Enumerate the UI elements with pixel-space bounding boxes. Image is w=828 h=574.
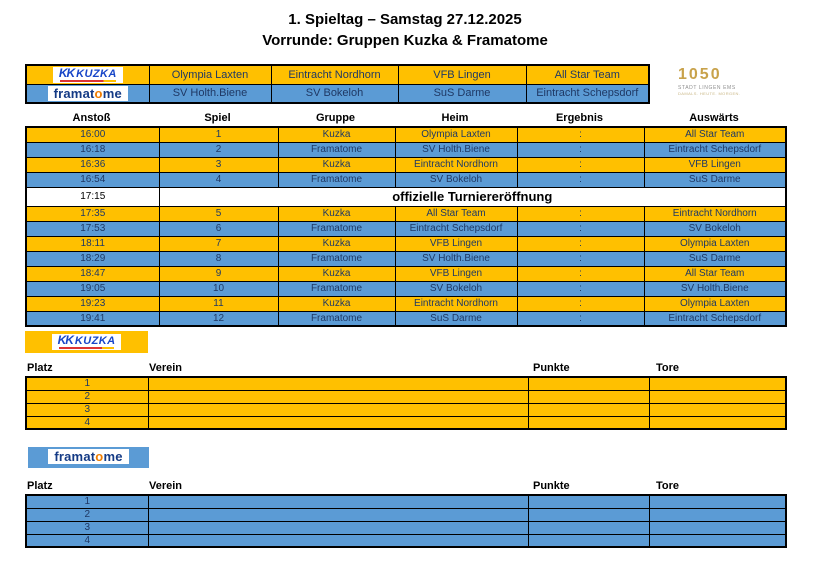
cell-verein: [148, 534, 528, 547]
cell-verein: [148, 377, 528, 390]
cell-home-team: SV Holth.Biene: [395, 142, 517, 157]
kuzka-group-row: [26, 65, 649, 84]
col-platz: Platz: [27, 362, 53, 374]
cell-match-number: 3: [159, 157, 278, 172]
cell-score: :: [517, 251, 644, 266]
cell-punkte: [528, 534, 649, 547]
cell-time: 18:29: [26, 251, 159, 266]
cell-tore: [649, 508, 786, 521]
cell-time: 17:15: [26, 187, 159, 206]
cell-away-team: SV Holth.Biene: [644, 281, 786, 296]
cell-away-team: Olympia Laxten: [644, 236, 786, 251]
cell-score: :: [517, 221, 644, 236]
cell-platz: 1: [26, 495, 148, 508]
cell-verein: [148, 403, 528, 416]
framatome-team: SuS Darme: [398, 84, 526, 103]
col-platz: Platz: [27, 480, 53, 492]
cell-tore: [649, 416, 786, 429]
cell-match-number: 5: [159, 206, 278, 221]
standings-row: [26, 377, 786, 390]
cell-away-team: Eintracht Nordhorn: [644, 206, 786, 221]
cell-time: 16:00: [26, 127, 159, 142]
col-verein: Verein: [149, 362, 183, 374]
cell-match-number: 6: [159, 221, 278, 236]
page-title: [25, 9, 785, 51]
framatome-standings-body: [26, 495, 786, 547]
standings-row: [26, 495, 786, 508]
opening-row: [26, 187, 786, 206]
cell-away-team: SuS Darme: [644, 251, 786, 266]
cell-score: :: [517, 157, 644, 172]
cell-time: 19:41: [26, 311, 159, 326]
cell-group: Framatome: [278, 142, 395, 157]
cell-tore: [649, 390, 786, 403]
cell-match-number: 9: [159, 266, 278, 281]
cell-home-team: VFB Lingen: [395, 236, 517, 251]
standings-row: [26, 416, 786, 429]
cell-score: :: [517, 296, 644, 311]
framatome-standings-headers: [25, 480, 785, 492]
cell-group: Kuzka: [278, 296, 395, 311]
cell-punkte: [528, 508, 649, 521]
cell-punkte: [528, 390, 649, 403]
kuzka-team: All Star Team: [526, 65, 649, 84]
cell-tore: [649, 521, 786, 534]
framatome-team: SV Holth.Biene: [149, 84, 271, 103]
framatome-group-row: [26, 84, 649, 103]
schedule-column-headers: [25, 112, 785, 124]
kuzka-logo-underline: [60, 80, 116, 82]
kuzka-logo-underline: [59, 347, 115, 349]
cell-punkte: [528, 521, 649, 534]
kuzka-logo-mark: KK: [58, 65, 75, 80]
standings-row: [26, 508, 786, 521]
cell-verein: [148, 390, 528, 403]
cell-group: Framatome: [278, 311, 395, 326]
col-anstoss: Anstoß: [72, 112, 111, 124]
cell-verein: [148, 416, 528, 429]
logo-slogan-text: DAMALS. HEUTE. MORGEN.: [678, 91, 741, 97]
match-row: [26, 311, 786, 326]
cell-match-number: 12: [159, 311, 278, 326]
cell-event: offizielle Turniereröffnung: [159, 187, 786, 206]
framatome-logo-text: framat: [53, 85, 95, 101]
framatome-team: Eintracht Schepsdorf: [526, 84, 649, 103]
match-row: [26, 157, 786, 172]
col-ergebnis: Ergebnis: [555, 112, 604, 124]
cell-group: Kuzka: [278, 127, 395, 142]
cell-home-team: SV Holth.Biene: [395, 251, 517, 266]
cell-home-team: Eintracht Schepsdorf: [395, 221, 517, 236]
cell-verein: [148, 495, 528, 508]
cell-away-team: All Star Team: [644, 266, 786, 281]
match-row: [26, 266, 786, 281]
match-row: [26, 281, 786, 296]
kuzka-logo-mark: KK: [57, 333, 73, 347]
col-tore: Tore: [656, 480, 680, 492]
kuzka-logo-box: [53, 67, 123, 83]
cell-group: Framatome: [278, 221, 395, 236]
cell-away-team: Eintracht Schepsdorf: [644, 142, 786, 157]
cell-away-team: SuS Darme: [644, 172, 786, 187]
framatome-section-logo: [28, 447, 149, 468]
cell-verein: [148, 521, 528, 534]
logo-1050-text: 1050: [678, 66, 722, 83]
kuzka-team: VFB Lingen: [398, 65, 526, 84]
cell-score: :: [517, 236, 644, 251]
schedule-body: [26, 127, 786, 326]
schedule-table: [25, 126, 787, 327]
cell-platz: 2: [26, 508, 148, 521]
match-row: [26, 251, 786, 266]
cell-platz: 3: [26, 521, 148, 534]
kuzka-logo-text: KUZKA: [76, 67, 117, 80]
kuzka-standings-body: [26, 377, 786, 429]
cell-match-number: 2: [159, 142, 278, 157]
title-line-1: 1. Spieltag – Samstag 27.12.2025: [288, 11, 522, 28]
cell-time: 16:36: [26, 157, 159, 172]
framatome-standings-table: [25, 494, 787, 548]
col-heim: Heim: [441, 112, 469, 124]
cell-punkte: [528, 403, 649, 416]
col-verein: Verein: [149, 480, 183, 492]
cell-score: :: [517, 206, 644, 221]
cell-home-team: SuS Darme: [395, 311, 517, 326]
cell-group: Framatome: [278, 172, 395, 187]
cell-group: Kuzka: [278, 206, 395, 221]
cell-platz: 4: [26, 416, 148, 429]
cell-verein: [148, 508, 528, 521]
framatome-logo-o: o: [95, 449, 104, 464]
match-row: [26, 127, 786, 142]
stadt-lingen-1050-logo: [678, 66, 788, 96]
cell-score: :: [517, 311, 644, 326]
cell-score: :: [517, 281, 644, 296]
framatome-logo-o: o: [94, 85, 103, 101]
cell-match-number: 10: [159, 281, 278, 296]
standings-row: [26, 403, 786, 416]
cell-time: 18:47: [26, 266, 159, 281]
framatome-team: SV Bokeloh: [271, 84, 398, 103]
cell-time: 17:35: [26, 206, 159, 221]
framatome-logo-text: me: [102, 85, 122, 101]
cell-match-number: 1: [159, 127, 278, 142]
cell-score: :: [517, 266, 644, 281]
standings-row: [26, 534, 786, 547]
cell-time: 16:54: [26, 172, 159, 187]
standings-row: [26, 521, 786, 534]
cell-home-team: Eintracht Nordhorn: [395, 157, 517, 172]
group-header-strip: [25, 64, 650, 104]
framatome-logo-text: me: [103, 449, 123, 464]
cell-home-team: Olympia Laxten: [395, 127, 517, 142]
cell-away-team: Olympia Laxten: [644, 296, 786, 311]
match-row: [26, 296, 786, 311]
cell-group: Kuzka: [278, 266, 395, 281]
cell-group: Framatome: [278, 251, 395, 266]
cell-platz: 4: [26, 534, 148, 547]
cell-tore: [649, 377, 786, 390]
cell-punkte: [528, 416, 649, 429]
cell-time: 17:53: [26, 221, 159, 236]
match-row: [26, 236, 786, 251]
match-row: [26, 172, 786, 187]
kuzka-standings-table: [25, 376, 787, 430]
kuzka-section-logo: [25, 331, 148, 353]
cell-tore: [649, 534, 786, 547]
col-tore: Tore: [656, 362, 680, 374]
kuzka-team: Eintracht Nordhorn: [271, 65, 398, 84]
logo-stadt-text: STADT LINGEN EMS: [678, 84, 736, 91]
match-row: [26, 142, 786, 157]
col-gruppe: Gruppe: [315, 112, 356, 124]
match-row: [26, 221, 786, 236]
cell-home-team: All Star Team: [395, 206, 517, 221]
cell-away-team: VFB Lingen: [644, 157, 786, 172]
cell-home-team: Eintracht Nordhorn: [395, 296, 517, 311]
cell-platz: 3: [26, 403, 148, 416]
cell-match-number: 4: [159, 172, 278, 187]
cell-home-team: SV Bokeloh: [395, 281, 517, 296]
cell-group: Kuzka: [278, 236, 395, 251]
match-row: [26, 206, 786, 221]
col-spiel: Spiel: [204, 112, 231, 124]
framatome-logo-text: framat: [54, 449, 96, 464]
col-punkte: Punkte: [533, 362, 570, 374]
cell-time: 19:23: [26, 296, 159, 311]
col-punkte: Punkte: [533, 480, 570, 492]
cell-score: :: [517, 172, 644, 187]
cell-punkte: [528, 495, 649, 508]
cell-away-team: SV Bokeloh: [644, 221, 786, 236]
cell-group: Framatome: [278, 281, 395, 296]
cell-group: Kuzka: [278, 157, 395, 172]
kuzka-logo-box: [52, 334, 122, 350]
cell-match-number: 11: [159, 296, 278, 311]
cell-away-team: Eintracht Schepsdorf: [644, 311, 786, 326]
standings-row: [26, 390, 786, 403]
cell-away-team: All Star Team: [644, 127, 786, 142]
cell-score: :: [517, 142, 644, 157]
kuzka-logo: [26, 65, 149, 84]
cell-time: 16:18: [26, 142, 159, 157]
cell-match-number: 8: [159, 251, 278, 266]
framatome-logo-box: [48, 86, 128, 101]
cell-platz: 1: [26, 377, 148, 390]
cell-tore: [649, 495, 786, 508]
cell-match-number: 7: [159, 236, 278, 251]
cell-punkte: [528, 377, 649, 390]
framatome-logo: [26, 84, 149, 103]
kuzka-team: Olympia Laxten: [149, 65, 271, 84]
cell-platz: 2: [26, 390, 148, 403]
cell-home-team: SV Bokeloh: [395, 172, 517, 187]
title-line-2: Vorrunde: Gruppen Kuzka & Framatome: [262, 32, 548, 49]
col-auswaerts: Auswärts: [689, 112, 739, 124]
cell-tore: [649, 403, 786, 416]
cell-time: 18:11: [26, 236, 159, 251]
kuzka-standings-headers: [25, 362, 785, 374]
framatome-logo-box: [48, 449, 128, 464]
cell-time: 19:05: [26, 281, 159, 296]
cell-home-team: VFB Lingen: [395, 266, 517, 281]
kuzka-logo-text: KUZKA: [74, 335, 116, 347]
cell-score: :: [517, 127, 644, 142]
